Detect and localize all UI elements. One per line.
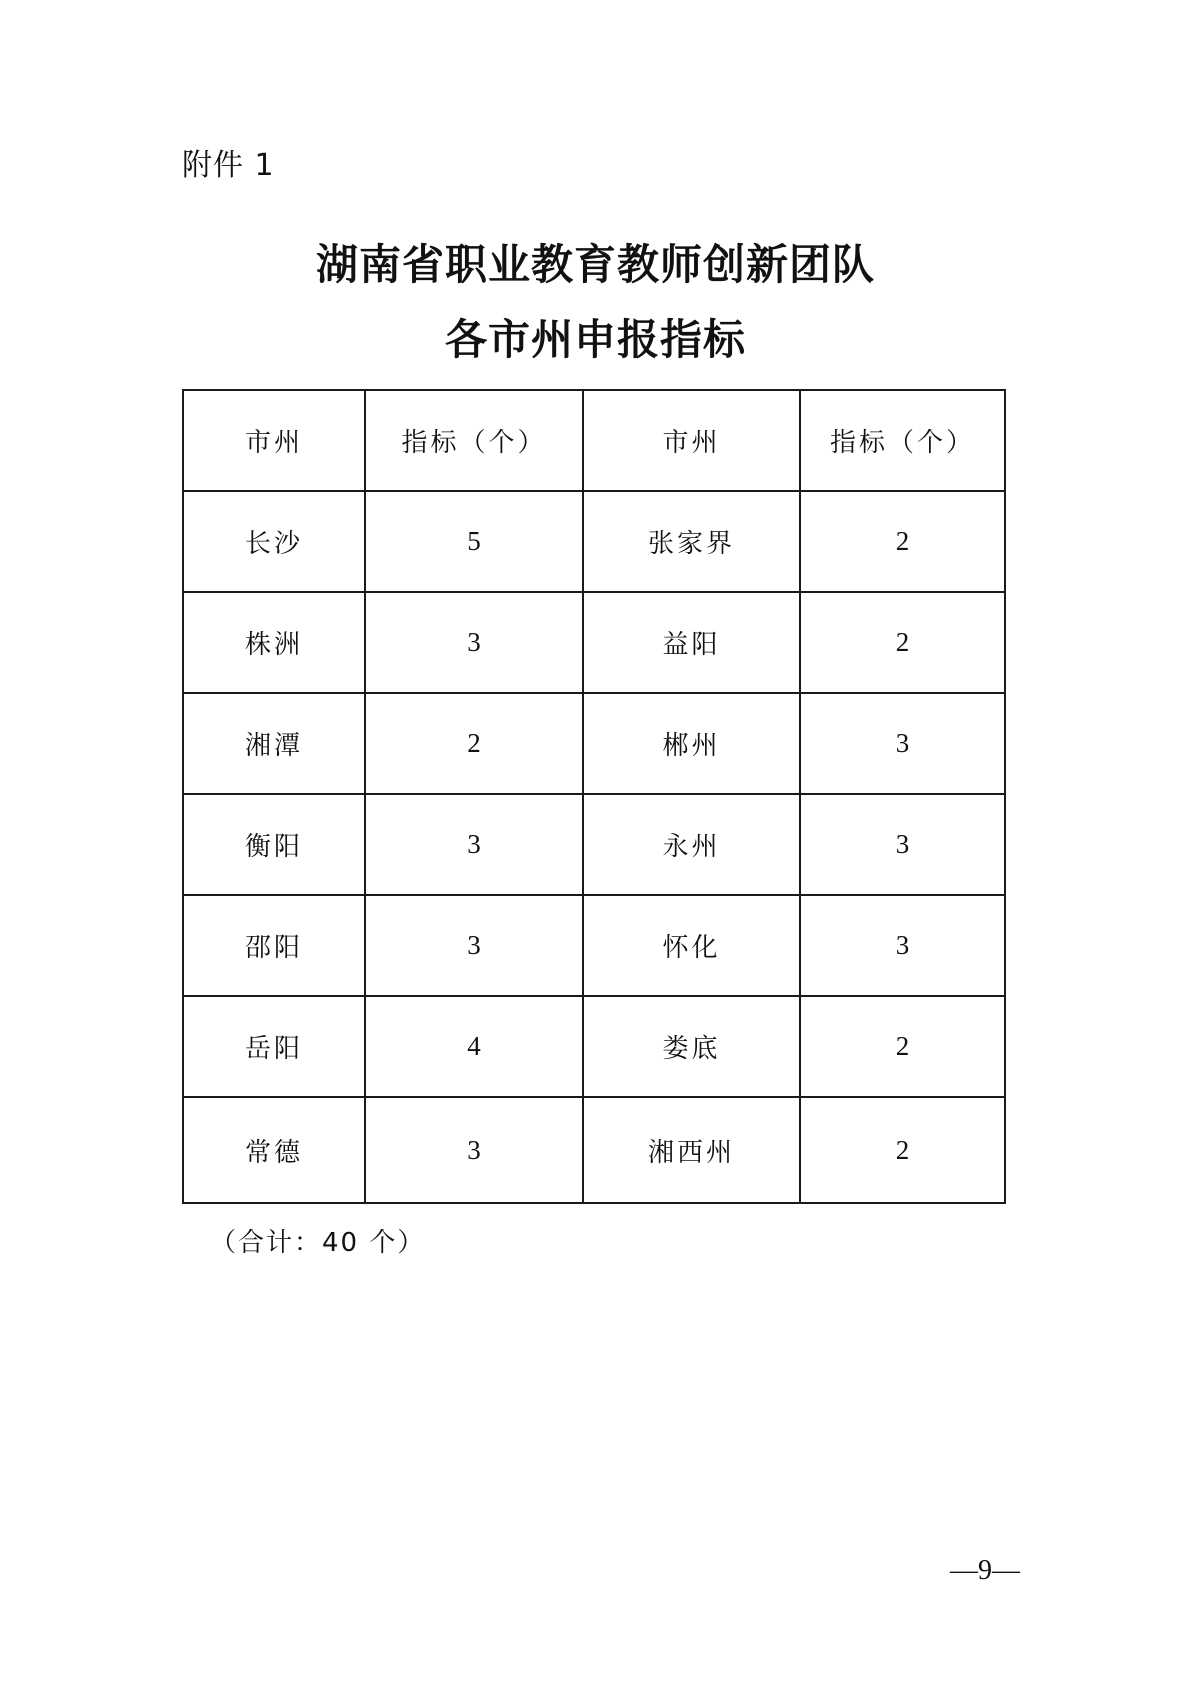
document-title-line1: 湖南省职业教育教师创新团队 [315,240,875,289]
city-cell: 永州 [583,794,800,895]
city-cell: 益阳 [583,592,800,693]
document-title-line2: 各市州申报指标 [444,315,746,364]
city-cell: 张家界 [583,491,800,592]
city-cell: 湘潭 [183,693,365,794]
city-cell: 邵阳 [183,895,365,996]
quota-cell: 3 [365,1097,583,1203]
city-cell: 郴州 [583,693,800,794]
header-quota-left: 指标（个） [365,390,583,491]
quota-cell: 4 [365,996,583,1097]
city-cell: 湘西州 [583,1097,800,1203]
city-cell: 岳阳 [183,996,365,1097]
header-quota-right: 指标（个） [800,390,1005,491]
city-cell: 常德 [183,1097,365,1203]
quota-cell: 3 [365,592,583,693]
header-city-right: 市州 [583,390,800,491]
table-row [183,794,1005,895]
quota-cell: 2 [800,592,1005,693]
quota-cell: 2 [800,996,1005,1097]
quota-cell: 3 [365,895,583,996]
attachment-label: 附件 1 [182,148,275,183]
table-row [183,592,1005,693]
table-header-row [183,390,1005,491]
quota-cell: 2 [800,491,1005,592]
quota-cell: 2 [800,1097,1005,1203]
quota-table [182,389,1006,1204]
quota-cell: 3 [800,895,1005,996]
table-row [183,491,1005,592]
quota-cell: 5 [365,491,583,592]
table-row [183,895,1005,996]
total-note: （合计：40 个） [210,1228,426,1258]
city-cell: 长沙 [183,491,365,592]
table-row [183,996,1005,1097]
quota-cell: 3 [800,794,1005,895]
city-cell: 娄底 [583,996,800,1097]
city-cell: 怀化 [583,895,800,996]
quota-cell: 2 [365,693,583,794]
table-row [183,1097,1005,1203]
page-number: —9— [950,1555,1020,1586]
table-row [183,693,1005,794]
header-city-left: 市州 [183,390,365,491]
city-cell: 衡阳 [183,794,365,895]
city-cell: 株洲 [183,592,365,693]
quota-cell: 3 [800,693,1005,794]
quota-cell: 3 [365,794,583,895]
